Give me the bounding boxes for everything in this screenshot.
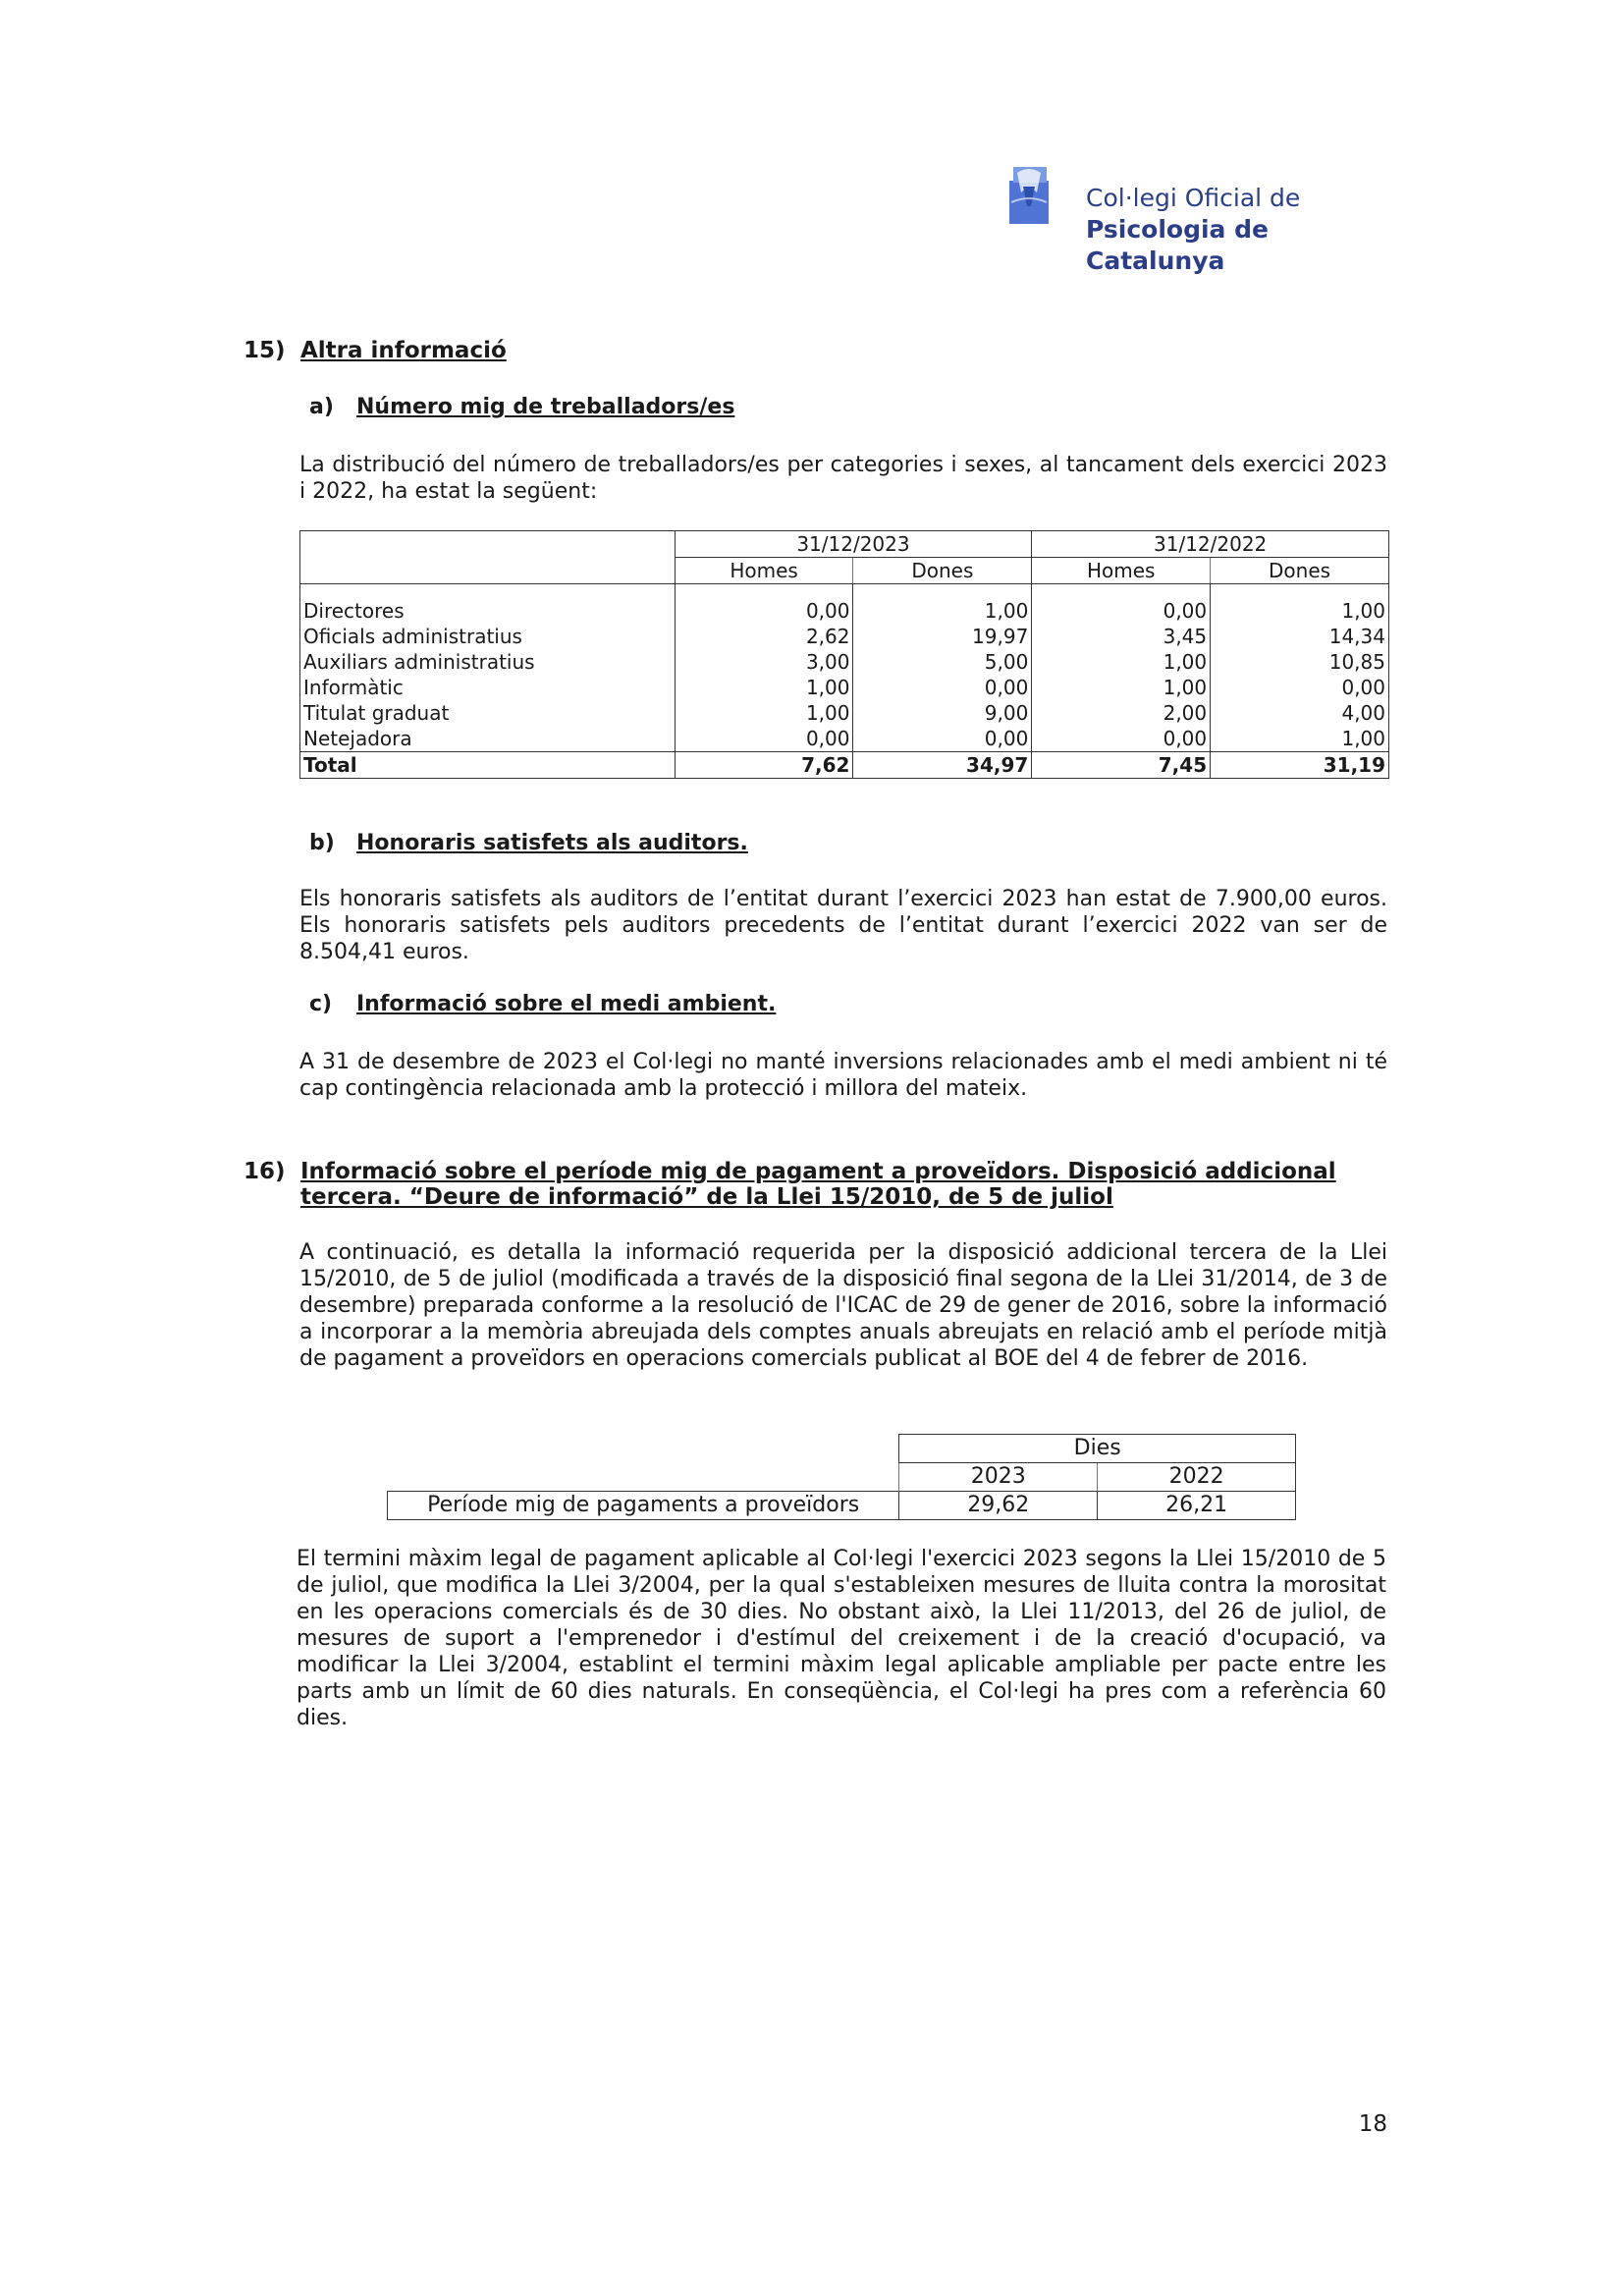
- workers-table: [299, 530, 1389, 779]
- cell-value: 9,00: [853, 700, 1032, 726]
- table-row: [300, 726, 1389, 752]
- subsection-c-heading: [309, 992, 776, 1016]
- page-number: 18: [1358, 2111, 1387, 2137]
- row-label: Auxiliars administratius: [300, 649, 676, 675]
- cell-value: 2,62: [675, 624, 853, 649]
- table-row: [300, 675, 1389, 700]
- organization-logo: [1003, 157, 1396, 275]
- cell-value: 0,00: [853, 675, 1032, 700]
- subsection-a-letter: a): [309, 395, 334, 419]
- section-15-title: Altra informació: [300, 338, 507, 363]
- period-2023: 31/12/2023: [675, 531, 1032, 558]
- table-total-row: [300, 752, 1389, 779]
- logo-line-1: Col·legi Oficial de: [1086, 184, 1301, 212]
- subsection-c-title: Informació sobre el medi ambient.: [356, 992, 777, 1016]
- row-label: Oficials administratius: [300, 624, 676, 649]
- subheader-dones-2022: Dones: [1211, 558, 1389, 584]
- period-2022: 31/12/2022: [1032, 531, 1389, 558]
- subsection-a-title: Número mig de treballadors/es: [356, 395, 735, 419]
- payment-table-year-row: [388, 1463, 1296, 1492]
- cell-value: 2,00: [1032, 700, 1211, 726]
- section-16-heading: [243, 1159, 1390, 1210]
- workers-table-period-row: [300, 531, 1389, 558]
- subsection-b-heading: [309, 831, 748, 855]
- subsection-b-title: Honoraris satisfets als auditors.: [356, 831, 748, 855]
- subheader-homes-2023: Homes: [675, 558, 853, 584]
- cell-value: 1,00: [1211, 598, 1389, 624]
- table-row: [300, 649, 1389, 675]
- section-16-closing: El termini màxim legal de pagament aplicable al Col·legi l'exercici 2023 segons la Llei 15/2010 de 5 de juliol, que modifica la Llei 3/2004, per la qual s'estableixen mesures de lluita contra la morositat en les operacions comercials és de 30 dies. No obstant això, la Llei 11/2013, del 26 de juliol, de mesures de suport a l'emprenedor i d'estímul del creixement i de la creació d'ocupació, va modificar la Llei 3/2004, establint el termini màxim legal aplicable ampliable per pacte entre les parts amb un límit de 60 dies naturals. En conseqüència, el Col·legi ha pres com a referència 60 dies.: [297, 1547, 1386, 1730]
- cell-value: 0,00: [675, 726, 853, 752]
- section-15-number: 15): [243, 338, 286, 363]
- cell-value: 0,00: [1032, 726, 1211, 752]
- subsection-c-letter: c): [309, 992, 333, 1016]
- table-row: [300, 624, 1389, 649]
- subsection-b-letter: b): [309, 831, 335, 855]
- logo-line-2: Psicologia de Catalunya: [1086, 215, 1269, 275]
- subsection-a-heading: [309, 395, 734, 419]
- section-16-intro: A continuació, es detalla la informació requerida per la disposició addicional tercera de la Llei 15/2010, de 5 de juliol (modificada a través de la disposició final segona de la Llei 31/2014, de 3 de desembre) preparada conforme a la resolució de l'ICAC de 29 de gener de 2016, sobre la informació a incorporar a la memòria abreujada dels comptes anuals abreujats en relació amb el període mitjà de pagament a proveïdors en operacions comercials publicat al BOE del 4 de febrer de 2016.: [299, 1240, 1387, 1371]
- total-value: 7,45: [1032, 752, 1211, 779]
- subsection-a-intro: La distribució del número de treballadors/es per categories i sexes, al tancament dels exercici 2023 i 2022, ha estat la següent:: [299, 453, 1387, 504]
- cell-value: 1,00: [675, 700, 853, 726]
- payment-period-table: [387, 1434, 1296, 1520]
- cell-value: 29,62: [899, 1492, 1098, 1520]
- total-value: 7,62: [675, 752, 853, 779]
- cell-value: 14,34: [1211, 624, 1389, 649]
- cell-value: 10,85: [1211, 649, 1389, 675]
- row-label: Informàtic: [300, 675, 676, 700]
- total-value: 31,19: [1211, 752, 1389, 779]
- cell-value: 4,00: [1211, 700, 1389, 726]
- cell-value: 1,00: [675, 675, 853, 700]
- section-16-title-line-1: Informació sobre el període mig de pagament a proveïdors. Disposició addicional: [300, 1159, 1336, 1184]
- cell-value: 0,00: [853, 726, 1032, 752]
- year-2023: 2023: [899, 1463, 1098, 1492]
- section-15-heading: [243, 338, 507, 363]
- cell-value: 19,97: [853, 624, 1032, 649]
- total-value: 34,97: [853, 752, 1032, 779]
- row-label: Període mig de pagaments a proveïdors: [388, 1492, 899, 1520]
- unit-header: Dies: [899, 1435, 1296, 1463]
- table-row: [300, 598, 1389, 624]
- subsection-b-text: Els honoraris satisfets als auditors de l’entitat durant l’exercici 2023 han estat de 7.900,00 euros. Els honoraris satisfets pels auditors precedents de l’entitat durant l’exercici 2022 van ser de 8.504,41 euros.: [299, 887, 1387, 964]
- payment-table-unit-row: [388, 1435, 1296, 1463]
- workers-table-subheader-row: [300, 558, 1389, 584]
- logo-mark-icon: [1003, 163, 1055, 228]
- year-2022: 2022: [1098, 1463, 1296, 1492]
- section-16-number: 16): [243, 1159, 286, 1184]
- row-label: Netejadora: [300, 726, 676, 752]
- cell-value: 0,00: [1032, 598, 1211, 624]
- subsection-c-text: A 31 de desembre de 2023 el Col·legi no manté inversions relacionades amb el medi ambient ni té cap contingència relacionada amb la protecció i millora del mateix.: [299, 1050, 1387, 1101]
- subheader-dones-2023: Dones: [853, 558, 1032, 584]
- cell-value: 5,00: [853, 649, 1032, 675]
- cell-value: 1,00: [1032, 649, 1211, 675]
- cell-value: 1,00: [1211, 726, 1389, 752]
- cell-value: 3,00: [675, 649, 853, 675]
- cell-value: 26,21: [1098, 1492, 1296, 1520]
- table-row: [388, 1492, 1296, 1520]
- cell-value: 1,00: [1032, 675, 1211, 700]
- total-label: Total: [300, 752, 676, 779]
- cell-value: 3,45: [1032, 624, 1211, 649]
- subheader-homes-2022: Homes: [1032, 558, 1211, 584]
- cell-value: 1,00: [853, 598, 1032, 624]
- cell-value: 0,00: [1211, 675, 1389, 700]
- section-16-title-line-2: tercera. “Deure de informació” de la Llei 15/2010, de 5 de juliol: [300, 1184, 1113, 1210]
- row-label: Directores: [300, 598, 676, 624]
- table-row: [300, 700, 1389, 726]
- row-label: Titulat graduat: [300, 700, 676, 726]
- cell-value: 0,00: [675, 598, 853, 624]
